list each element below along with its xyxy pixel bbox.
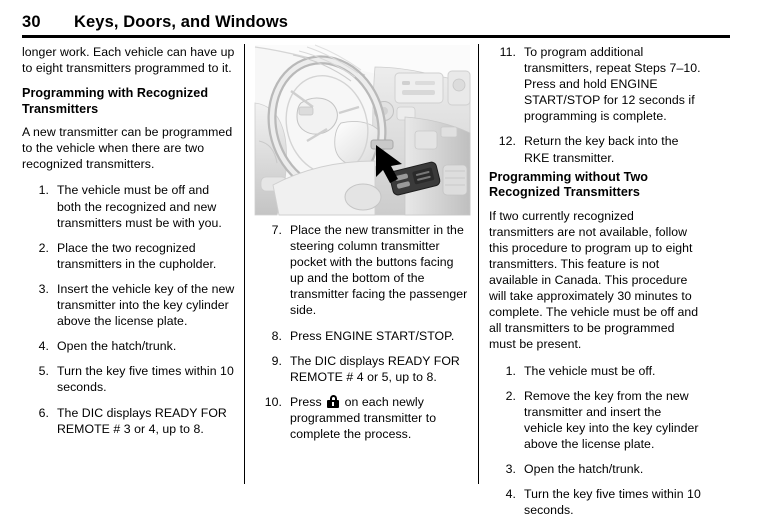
list-item <box>489 461 702 477</box>
list-item <box>22 281 235 329</box>
list-item <box>255 222 468 319</box>
page-number: 30 <box>22 12 74 32</box>
section-heading-programming-with-recognized: Programming with Recognized Transmitters <box>22 86 235 117</box>
step-number: 3. <box>489 461 516 477</box>
step-number: 10. <box>255 394 282 410</box>
step-text: Remove the key from the new transmitter and insert the vehicle key into the key cylinder above the license plate. <box>524 388 702 452</box>
step-text: The DIC displays READY FOR REMOTE # 4 or 5, up to 8. <box>290 353 468 385</box>
step-text: Open the hatch/trunk. <box>524 461 702 477</box>
header-rule <box>22 35 730 38</box>
step-number: 4. <box>22 338 49 354</box>
list-item <box>489 388 702 452</box>
list-item <box>255 328 468 344</box>
step-number: 8. <box>255 328 282 344</box>
list-item <box>489 44 702 124</box>
step-text: Place the two recognized transmitters in the cupholder. <box>57 240 235 272</box>
column-1 <box>22 44 235 484</box>
step-list-recognized-continued <box>255 222 468 442</box>
step-text: Press ENGINE START/STOP. <box>290 328 468 344</box>
list-item <box>22 240 235 272</box>
step-text: Insert the vehicle key of the new transmitter into the key cylinder above the license plate. <box>57 281 235 329</box>
list-item <box>489 486 702 518</box>
continued-paragraph: longer work. Each vehicle can have up to eight transmitters programmed to it. <box>22 44 235 76</box>
step-text: To program additional transmitters, repeat Steps 7–10. Press and hold ENGINE START/STOP for 12 seconds if programming is complete. <box>524 44 702 124</box>
list-item <box>489 133 702 165</box>
step-number: 9. <box>255 353 282 369</box>
list-item <box>255 394 468 442</box>
list-item <box>255 353 468 385</box>
illustration-svg <box>255 45 470 215</box>
step-text: The vehicle must be off and both the recognized and new transmitters must be with you. <box>57 182 235 230</box>
step-number: 11. <box>489 44 516 60</box>
step-number: 2. <box>489 388 516 404</box>
step-number: 12. <box>489 133 516 149</box>
column-divider-2 <box>478 44 479 484</box>
step-number: 6. <box>22 405 49 421</box>
page-title: Keys, Doors, and Windows <box>74 12 288 32</box>
step-number: 1. <box>22 182 49 198</box>
step-text: Turn the key five times within 10 seconds. <box>524 486 702 518</box>
step-text-with-icon <box>290 394 468 442</box>
step-list-recognized <box>22 182 235 436</box>
column-3 <box>489 44 702 484</box>
step-text-before-icon: Press <box>290 395 325 409</box>
intro-paragraph: A new transmitter can be programmed to the vehicle when there are two recognized transmitters. <box>22 124 235 172</box>
column-divider-1 <box>244 44 245 484</box>
steering-column-transmitter-pocket-illustration <box>255 45 470 215</box>
column-container <box>0 44 758 484</box>
step-list-recognized-end <box>489 44 702 166</box>
step-number: 4. <box>489 486 516 502</box>
step-list-without-recognized <box>489 363 702 518</box>
step-number: 2. <box>22 240 49 256</box>
column-2 <box>255 44 468 484</box>
list-item <box>22 363 235 395</box>
step-text: The DIC displays READY FOR REMOTE # 3 or 4, up to 8. <box>57 405 235 437</box>
list-item <box>22 338 235 354</box>
step-number: 3. <box>22 281 49 297</box>
step-text: The vehicle must be off. <box>524 363 702 379</box>
intro-paragraph: If two currently recognized transmitters are not available, follow this procedure to program up to eight transmitters. This feature is not available in Canada. This procedure will take approximately 30 minutes to complete. The vehicle must be off and all transmitters to be programmed must be present. <box>489 208 702 353</box>
step-text: Return the key back into the RKE transmitter. <box>524 133 702 165</box>
step-number: 7. <box>255 222 282 238</box>
section-heading-programming-without-two: Programming without Two Recognized Transmitters <box>489 170 702 201</box>
step-text-after-icon: on each newly programmed transmitter to complete the process. <box>290 395 436 441</box>
step-number: 5. <box>22 363 49 379</box>
list-item <box>489 363 702 379</box>
step-text: Open the hatch/trunk. <box>57 338 235 354</box>
step-text: Turn the key five times within 10 seconds. <box>57 363 235 395</box>
lock-icon <box>327 395 339 408</box>
step-text: Place the new transmitter in the steering column transmitter pocket with the buttons facing up and the bottom of the transmitter facing the passenger side. <box>290 222 468 319</box>
step-number: 1. <box>489 363 516 379</box>
list-item <box>22 405 235 437</box>
list-item <box>22 182 235 230</box>
